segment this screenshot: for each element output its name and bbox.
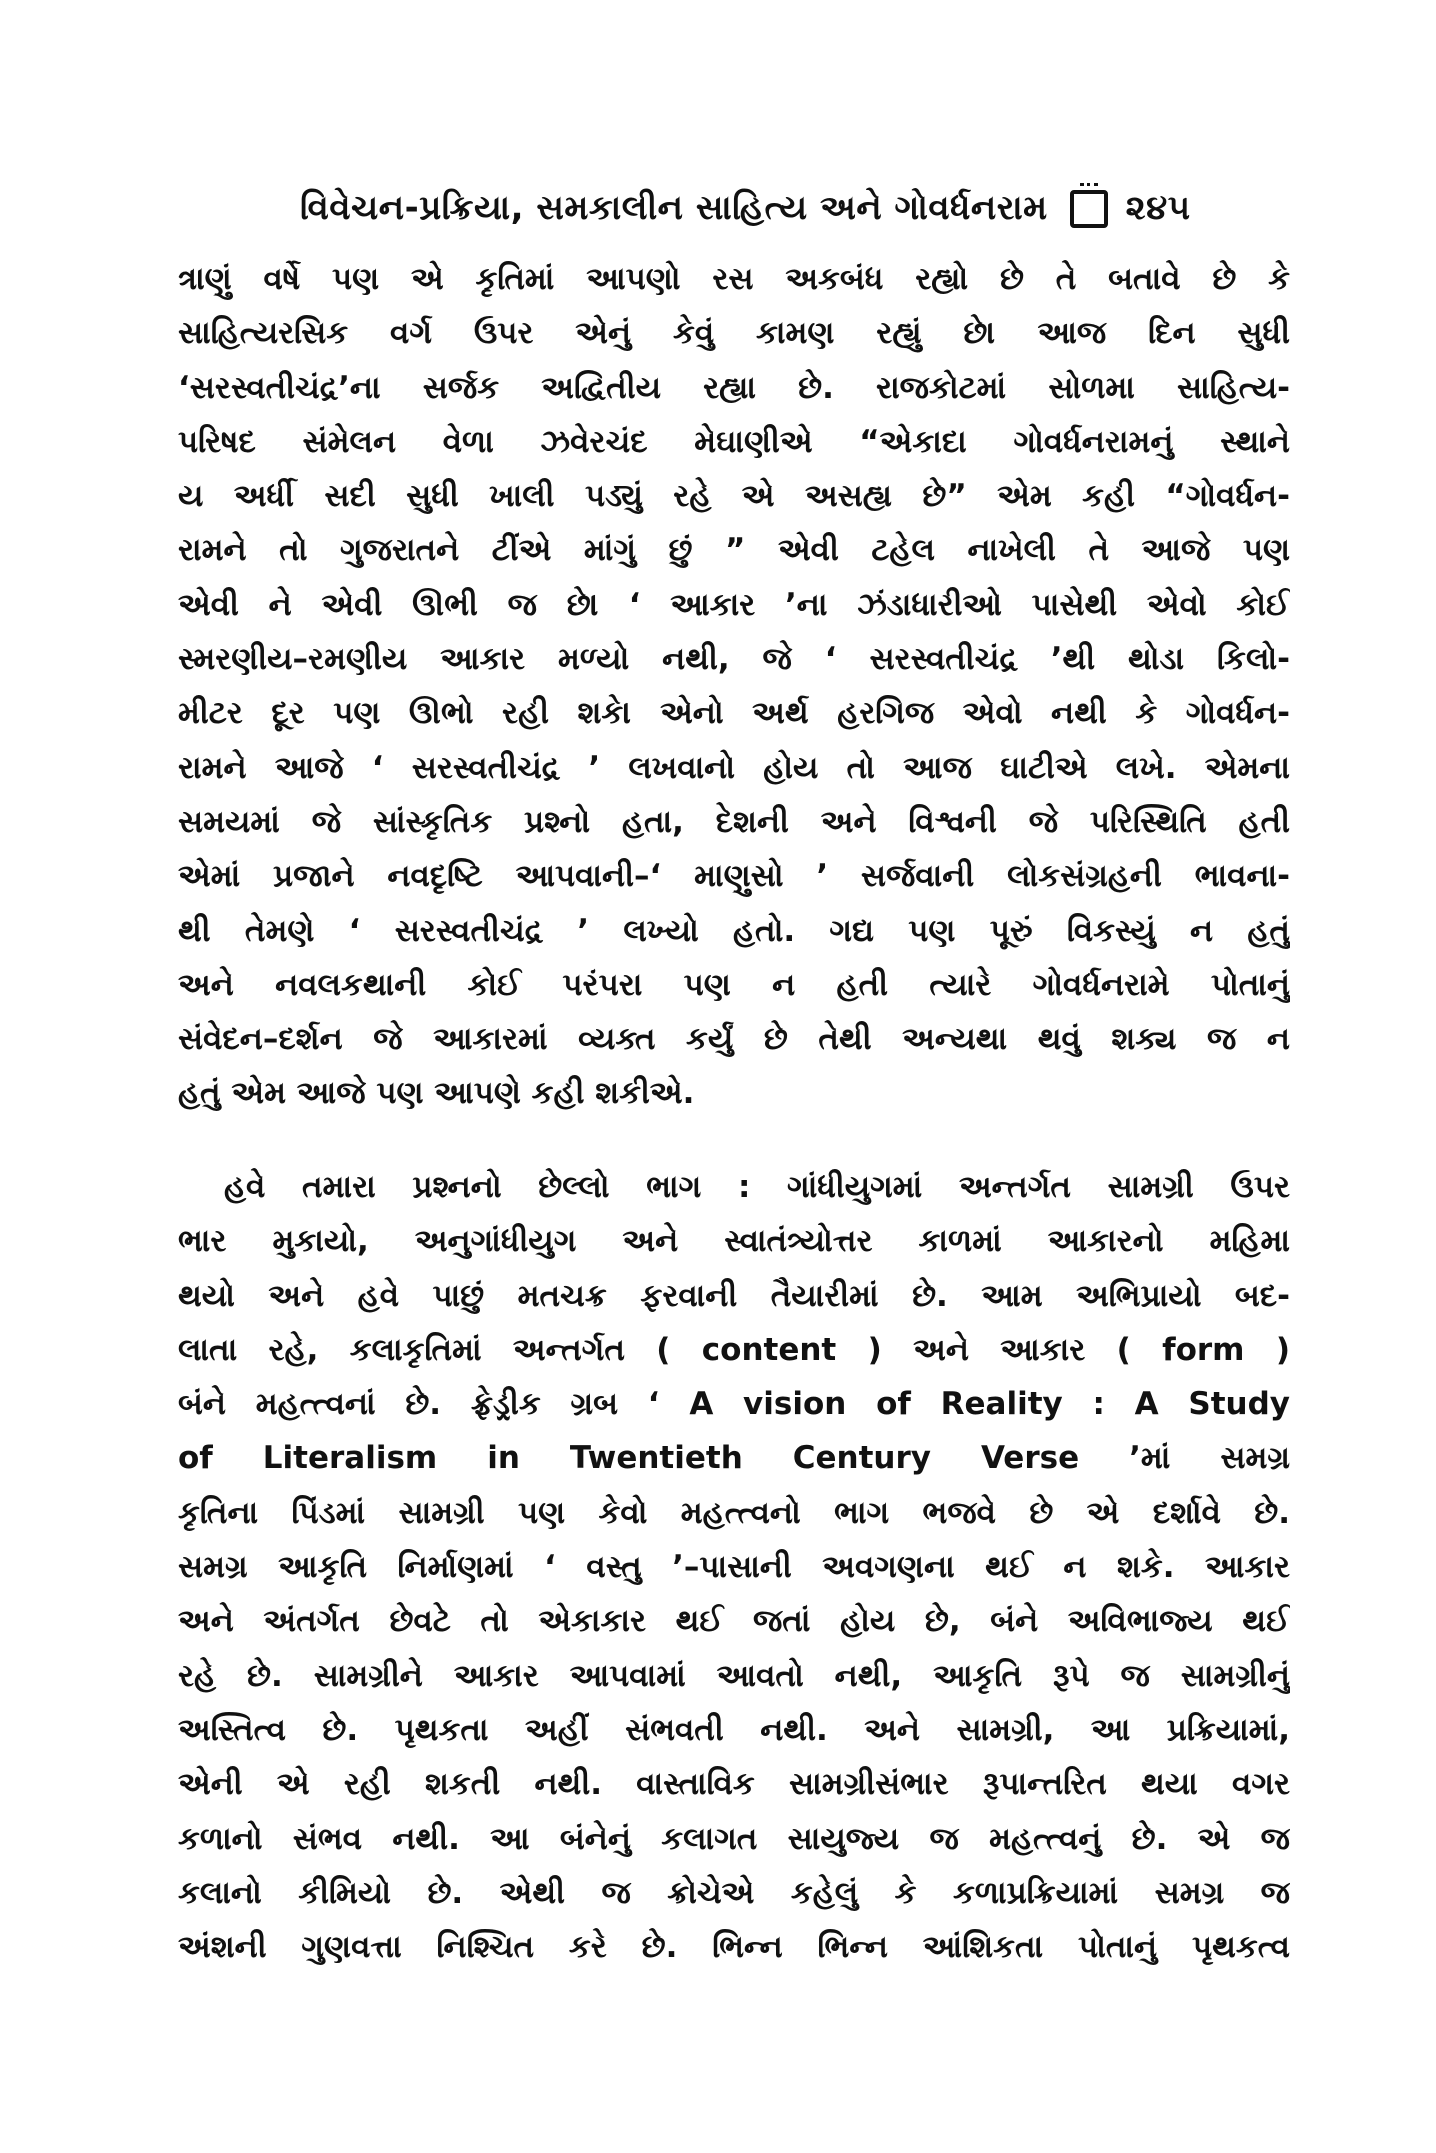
text-line: રામને આજે ‘ સરસ્વતીચંદ્ર ’ લખવાનો હોય તો આજ ઘાટીએ લખે. એમના: [178, 749, 1290, 786]
text-line: ભાર મુકાયો, અનુગાંધીયુગ અને સ્વાતંત્ર્યોત્તર કાળમાં આકારનો મહિમા: [178, 1223, 1290, 1260]
chapter-title: વિવેચન-પ્રક્રિયા, સમકાલીન સાહિત્ય અને ગોવર્ધનરામ: [300, 188, 1048, 228]
text-line: કૃતિના પિંડમાં સામગ્રી પણ કેવો મહત્ત્વનો ભાગ ભજવે છે એ દર્શાવે છે.: [178, 1494, 1290, 1531]
text-line: પરિષદ સંમેલન વેળા ઝવેરચંદ મેઘાણીએ “એકાદા ગોવર્ધનરામનું સ્થાને: [178, 423, 1290, 460]
text-line: એમાં પ્રજાને નવદૃષ્ટિ આપવાની–‘ માણુસો ’ સર્જવાની લોકસંગ્રહની ભાવના-: [178, 858, 1290, 895]
text-line: એવી ને એવી ઊભી જ છે। ‘ આકાર ’ના ઝંડાધારીઓ પાસેથી એવો કોઈ: [178, 586, 1290, 623]
text-line: બંને મહત્ત્વનાં છે. ફ્રેડ્રીક ગ્રબ ‘ A vision of Reality : A Study: [178, 1386, 1290, 1423]
text-line: ય અર્ધી સદી સુધી ખાલી પડ્યું રહે એ અસહ્ય છે” એમ કહી “ગોવર્ધન-: [178, 478, 1290, 515]
paragraph-1: [178, 252, 1290, 1121]
page-number: ૨૪૫: [1125, 188, 1191, 228]
text-line: રહે છે. સામગ્રીને આકાર આપવામાં આવતો નથી, આકૃતિ રૂપે જ સામગ્રીનું: [178, 1657, 1290, 1694]
text-line: of Literalism in Twentieth Century Verse ’માં સમગ્ર: [178, 1440, 1290, 1477]
running-header: [300, 178, 1290, 238]
text-line: અને નવલકથાની કોઈ પરંપરા પણ ન હતી ત્યારે ગોવર્ધનરામે પોતાનું: [178, 966, 1290, 1003]
text-line: સમયમાં જે સાંસ્કૃતિક પ્રશ્નો હતા, દેશની અને વિશ્વની જે પરિસ્થિતિ હતી: [178, 803, 1290, 840]
text-line: લાતા રહે, કલાકૃતિમાં અન્તર્ગત ( content ) અને આકાર ( form ): [178, 1331, 1290, 1368]
text-line: કળાનો સંભવ નથી. આ બંનેનું કલાગત સાયુજ્ય જ મહત્ત્વનું છે. એ જ: [178, 1820, 1290, 1857]
text-line: સંવેદન–દર્શન જે આકારમાં વ્યક્ત કર્યું છે તેથી અન્યથા થવું શક્ય જ ન: [178, 1021, 1290, 1058]
text-line: હવે તમારા પ્રશ્નનો છેલ્લો ભાગ : ગાંધીયુગમાં અન્તર્ગત સામગ્રી ઉપર: [224, 1169, 1290, 1205]
text-line: અને અંતર્ગત છેવટે તો એકાકાર થઈ જતાં હોય છે, બંને અવિભાજ્ય થઈ: [178, 1603, 1290, 1640]
text-line: રામને તો ગુજરાતને ટીંએ માંગું છું ” એવી ટહેલ નાખેલી તે આજે પણ: [178, 532, 1290, 569]
text-line: સ્મરણીય–રમણીય આકાર મળ્યો નથી, જે ‘ સરસ્વતીચંદ્ર ’થી થોડા કિલો-: [178, 641, 1290, 678]
ornament-box-icon: [1070, 190, 1108, 228]
text-line: એની એ રહી શકતી નથી. વાસ્તાવિક સામગ્રીસંભાર રૂપાન્તરિત થયા વગર: [178, 1766, 1290, 1803]
text-line: કલાનો કીમિયો છે. એથી જ ક્રોચેએ કહેલું કે કળાપ્રક્રિયામાં સમગ્ર જ: [178, 1874, 1290, 1911]
text-line: મીટર દૂર પણ ઊભો રહી શકે। એનો અર્થ હરગિજ એવો નથી કે ગોવર્ધન-: [178, 695, 1290, 732]
text-line: સાહિત્યરસિક વર્ગ ઉપર એનું કેવું કામણ રહ્યું છે। આજ દિન સુધી: [178, 315, 1290, 352]
text-line: થી તેમણે ‘ સરસ્વતીચંદ્ર ’ લખ્યો હતો. ગદ્ય પણ પૂરું વિકસ્યું ન હતું: [178, 912, 1290, 949]
text-line: સમગ્ર આકૃતિ નિર્માણમાં ‘ વસ્તુ ’–પાસાની અવગણના થઈ ન શકે. આકાર: [178, 1549, 1290, 1586]
text-line: અંશની ગુણવત્તા નિશ્ચિત કરે છે. ભિન્ન ભિન્ન આંશિકતા પોતાનું પૃથકત્વ: [178, 1929, 1290, 1966]
text-line: હતું એમ આજે પણ આપણે કહી શકીએ.: [178, 1075, 695, 1112]
text-line: ‘સરસ્વતીચંદ્ર’ના સર્જક અદ્વિતીય રહ્યા છે. રાજકોટમાં સોળમા સાહિત્ય-: [178, 369, 1290, 406]
text-line: ત્રાણું વર્ષે પણ એ કૃતિમાં આપણો રસ અકબંધ રહ્યો છે તે બતાવે છે કે: [178, 261, 1290, 297]
text-line: થયો અને હવે પાછું મતચક્ર ફરવાની તૈયારીમાં છે. આમ અભિપ્રાયો બદ-: [178, 1277, 1290, 1314]
text-line: અસ્તિત્વ છે. પૃથકતા અહીં સંભવતી નથી. અને સામગ્રી, આ પ્રક્રિયામાં,: [178, 1711, 1290, 1748]
paragraph-2: [178, 1160, 1290, 1974]
